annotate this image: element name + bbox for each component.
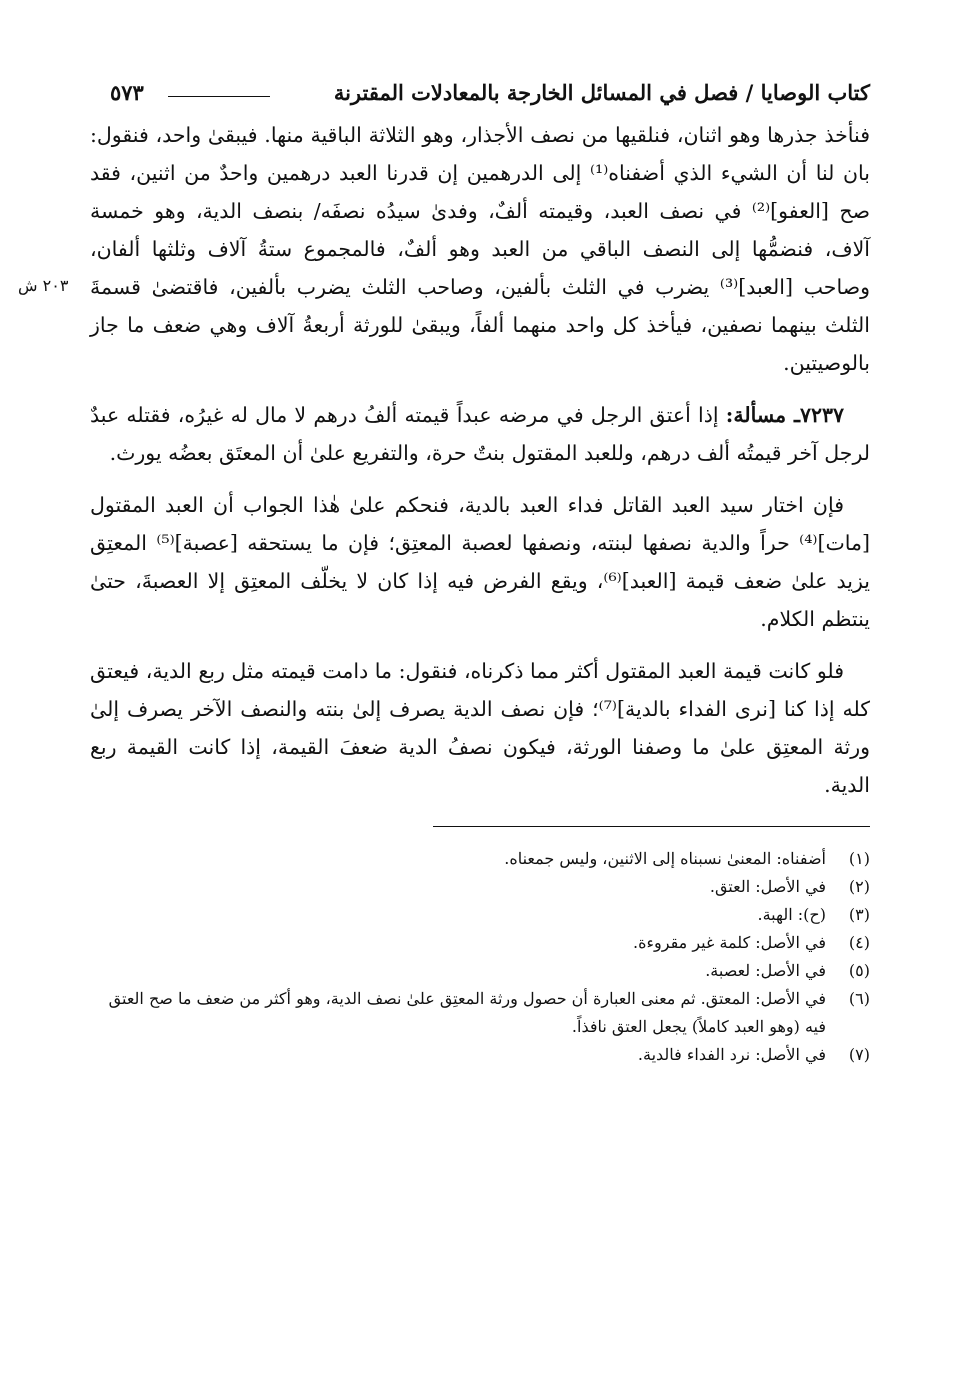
footnote-text: (ح): الهبة. (757, 905, 826, 924)
footnote-text: في الأصل: العتق. (709, 877, 826, 896)
footnote-2 (90, 873, 870, 901)
footnote-1 (90, 845, 870, 873)
paragraph-text: فنأخذ جذرها وهو اثنان، فنلقيها من نصف الأجذار، وهو الثلاثة الباقية منها. فيبقىٰ واحد، فنقول: بان لنا أن الشيء الذي أضفناه⁽¹⁾ إلى الدرهمين إن قدرنا العبد درهمين واحدٌ من اثنين، فقد صح [العفو]⁽²⁾ في نصف العبد، وقيمته ألفٌ، وفدىٰ سيدُه نصفَه/ بنصف الدية، وهو خمسة آلاف، فنضمُّها إلى النصف الباقي من العبد وهو ألفٌ، فالمجموع ستةُ آلاف وثلثها ألفان، وصاحب [العبد]⁽³⁾ يضرب في الثلث بألفين، وصاحب الثلث يضرب بألفين، فاقتضىٰ قسمةَ الثلث بينهما نصفين، فيأخذ كل واحد منهما ألفاً، ويبقىٰ للورثة أربعةُ آلاف وهي ضعف ما جاز بالوصيتين. (90, 123, 870, 375)
footnote-text: في الأصل: لعصبة. (705, 961, 826, 980)
margin-manuscript-ref: ٢٠٣ ش (18, 276, 69, 295)
paragraph-4 (90, 652, 870, 804)
footnote-text: في الأصل: نرد الفداء فالدية. (637, 1045, 826, 1064)
footnote-4 (90, 929, 870, 957)
footnote-text: في الأصل: كلمة غير مقروءة. (633, 933, 826, 952)
paragraph-3 (90, 486, 870, 638)
footnote-number: (٤) (848, 933, 870, 952)
footnote-number: (٣) (848, 905, 870, 924)
paragraph-text: إذا أعتق الرجل في مرضه عبداً قيمته ألفُ درهم لا مال له غيرُه، فقتله عبدٌ لرجل آخر قيمتُه ألف درهم، وللعبد المقتول بنتٌ حرة، والتفريع علىٰ أن المعتَق بعضُه يورث. (90, 403, 870, 465)
main-text (90, 116, 870, 804)
issue-number: ٧٢٣٧ـ مسألة: (725, 403, 844, 427)
footnote-number: (٢) (848, 877, 870, 896)
footnote-text: في الأصل: المعتق. ثم معنى العبارة أن حصول ورثة المعتِق علىٰ نصف الدية، وهو أكثر من ضعف ما صح العتق فيه (وهو العبد كاملاً) يجعل العتق نافذاً. (108, 989, 826, 1036)
footnote-number: (٦) (848, 989, 870, 1008)
footnote-separator (433, 826, 870, 827)
book-page (90, 70, 870, 1069)
footnote-3 (90, 901, 870, 929)
paragraph-1 (90, 116, 870, 382)
paragraph-text: فلو كانت قيمة العبد المقتول أكثر مما ذكرناه، فنقول: ما دامت قيمته مثل ربع الدية، فيعتق كله إذا كنا [نرى الفداء بالدية]⁽⁷⁾؛ فإن نصف الدية يصرف إلىٰ بنته والنصف الآخر يصرف إلىٰ ورثة المعتِق علىٰ ما وصفنا الورثة، فيكون نصفُ الدية ضعفَ القيمة، إذا كانت القيمة ربع الدية. (90, 659, 870, 797)
footnote-7 (90, 1041, 870, 1069)
footnote-number: (٧) (848, 1045, 870, 1064)
footnote-5 (90, 957, 870, 985)
footnote-number: (٥) (848, 961, 870, 980)
header-rule (168, 96, 270, 97)
paragraph-text: فإن اختار سيد العبد القاتل فداء العبد بالدية، فنحكم علىٰ هٰذا الجواب أن العبد المقتول [مات]⁽⁴⁾ حراً والدية نصفها لبنته، ونصفها لعصبة المعتِق؛ فإن ما يستحقه [عصبة]⁽⁵⁾ المعتِق يزيد علىٰ ضعف قيمة [العبد]⁽⁶⁾، ويقع الفرض فيه إذا كان لا يخلّف المعتِق إلا العصبةَ، حتىٰ ينتظم الكلام. (90, 493, 870, 631)
footnote-text: أضفناه: المعنىٰ نسبناه إلى الاثنين، وليس جمعناه. (504, 849, 826, 868)
header-title: كتاب الوصايا / فصل في المسائل الخارجة بالمعادلات المقترنة (333, 80, 870, 105)
page-number: ٥٧٣ (110, 80, 144, 105)
running-header (90, 70, 870, 116)
footnotes (90, 845, 870, 1069)
footnote-number: (١) (848, 849, 870, 868)
footnote-6 (90, 985, 870, 1041)
paragraph-issue-7237 (90, 396, 870, 472)
